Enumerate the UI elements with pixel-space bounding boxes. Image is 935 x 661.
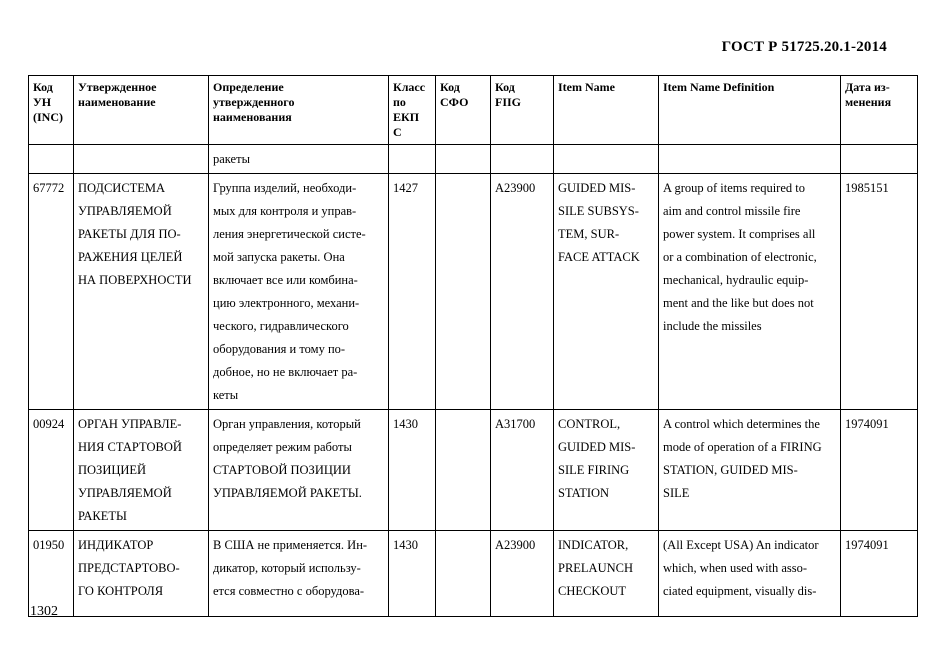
cell-text-line: ОРГАН УПРАВЛЕ- [78, 417, 182, 431]
cell-item-name-definition [659, 531, 841, 617]
cell-text-line: включает все или комбина- [213, 273, 358, 287]
table-row [29, 174, 918, 410]
cell-sfo [436, 531, 491, 617]
cell-approved-name [74, 174, 209, 410]
header-label-line: утвержденного [213, 95, 295, 109]
cell-text-line: В США не применяется. Ин- [213, 538, 368, 552]
col-header-item-name [554, 76, 659, 145]
table-row [29, 410, 918, 531]
table-row [29, 531, 918, 617]
cell-text-line: Орган управления, который [213, 417, 361, 431]
cell-code: 01950 [29, 531, 74, 617]
cell-item-name-definition [659, 174, 841, 410]
cell-text-line: STATION [558, 486, 610, 500]
cell-sfo [436, 410, 491, 531]
header-label-line: Код [495, 80, 515, 94]
col-header-fiig [491, 76, 554, 145]
cell-fiig: A31700 [491, 410, 554, 531]
cell-text-line: РАКЕТЫ [78, 509, 127, 523]
cell-text-line: power system. It comprises all [663, 227, 816, 241]
cell-text-line: мой запуска ракеты. Она [213, 250, 345, 264]
cell-fiig: A23900 [491, 174, 554, 410]
cell-empty [491, 145, 554, 174]
cell-text-line: aim and control missile fire [663, 204, 801, 218]
header-label-line: наименования [213, 110, 292, 124]
cell-text-line: мых для контроля и управ- [213, 204, 357, 218]
cell-text-line: УПРАВЛЯЕМОЙ РАКЕТЫ. [213, 486, 362, 500]
cell-text-line: STATION, GUIDED MIS- [663, 463, 798, 477]
cell-text-line: A control which determines the [663, 417, 820, 431]
cell-text-line: (All Except USA) An indicator [663, 538, 819, 552]
cell-text-line: ческого, гидравлического [213, 319, 349, 333]
header-label-line: Класс [393, 80, 426, 94]
header-label-line: УН [33, 95, 52, 109]
header-label-line: Определение [213, 80, 284, 94]
cell-text-line: РАКЕТЫ ДЛЯ ПО- [78, 227, 181, 241]
cell-text-line: РАЖЕНИЯ ЦЕЛЕЙ [78, 250, 183, 264]
cell-item-name [554, 410, 659, 531]
cell-text-line: GUIDED MIS- [558, 440, 636, 454]
cell-change-date: 1974091 [841, 410, 918, 531]
cell-text-line: Группа изделий, необходи- [213, 181, 357, 195]
cell-text-line: which, when used with asso- [663, 561, 808, 575]
cell-empty [659, 145, 841, 174]
cell-definition [209, 174, 389, 410]
cell-text-line: УПРАВЛЯЕМОЙ [78, 486, 172, 500]
cell-text-line: цию электронного, механи- [213, 296, 360, 310]
header-label-line: Код [33, 80, 53, 94]
cell-text-line: SILE [663, 486, 690, 500]
catalog-table [28, 75, 918, 617]
table-row-continuation [29, 145, 918, 174]
header-label-line: Код [440, 80, 460, 94]
cell-text-line: ПОДСИСТЕМА [78, 181, 166, 195]
cell-text-line: кеты [213, 388, 239, 402]
header-label-line: Item Name Definition [663, 80, 775, 94]
col-header-sfo [436, 76, 491, 145]
cell-item-name-definition [659, 410, 841, 531]
table-header-row [29, 76, 918, 145]
cell-approved-name [74, 410, 209, 531]
cell-text-line: FACE ATTACK [558, 250, 640, 264]
page-number: 1302 [30, 604, 58, 619]
cell-item-name [554, 531, 659, 617]
header-label-line: ЕКП [393, 110, 420, 124]
cell-item-name [554, 174, 659, 410]
cell-text-line: определяет режим работы [213, 440, 352, 454]
cell-text-line: ется совместно с оборудова- [213, 584, 365, 598]
cell-definition [209, 531, 389, 617]
header-label-line: по [393, 95, 406, 109]
document-standard-header: ГОСТ Р 51725.20.1-2014 [721, 39, 887, 55]
cell-text-line: A group of items required to [663, 181, 805, 195]
cell-fiig: A23900 [491, 531, 554, 617]
col-header-change-date [841, 76, 918, 145]
cell-text-line: SILE FIRING [558, 463, 630, 477]
cell-text-line: СТАРТОВОЙ ПОЗИЦИИ [213, 463, 351, 477]
header-label-line: С [393, 125, 402, 139]
header-label-line: Дата из- [845, 80, 890, 94]
cell-text-line: ления энергетической систе- [213, 227, 366, 241]
cell-empty [389, 145, 436, 174]
cell-text-line: дикатор, который использу- [213, 561, 361, 575]
cell-approved-name [74, 531, 209, 617]
cell-class: 1430 [389, 410, 436, 531]
cell-class: 1427 [389, 174, 436, 410]
cell-empty [554, 145, 659, 174]
cell-text-line: include the missiles [663, 319, 762, 333]
cell-text-line: GUIDED MIS- [558, 181, 636, 195]
col-header-approved-name [74, 76, 209, 145]
col-header-code [29, 76, 74, 145]
cell-code: 00924 [29, 410, 74, 531]
cell-text-line: добное, но не включает ра- [213, 365, 358, 379]
col-header-class [389, 76, 436, 145]
cell-text-line: CONTROL, [558, 417, 621, 431]
header-label-line: менения [845, 95, 892, 109]
cell-text-line: ГО КОНТРОЛЯ [78, 584, 164, 598]
cell-text-line: PRELAUNCH [558, 561, 634, 575]
header-label-line: (INC) [33, 110, 63, 124]
cell-text-line: mode of operation of a FIRING [663, 440, 822, 454]
cell-text-line: НИЯ СТАРТОВОЙ [78, 440, 182, 454]
cell-text-line: ПРЕДСТАРТОВО- [78, 561, 180, 575]
cell-sfo [436, 174, 491, 410]
header-label-line: СФО [440, 95, 469, 109]
cell-empty [29, 145, 74, 174]
cell-empty [74, 145, 209, 174]
cell-text-line: TEM, SUR- [558, 227, 620, 241]
cell-class: 1430 [389, 531, 436, 617]
cell-text-line: ment and the like but does not [663, 296, 814, 310]
cell-text-line: оборудования и тому по- [213, 342, 346, 356]
cell-change-date: 1985151 [841, 174, 918, 410]
cell-change-date: 1974091 [841, 531, 918, 617]
cell-text-line: ИНДИКАТОР [78, 538, 154, 552]
cell-definition [209, 410, 389, 531]
cell-text-line: ПОЗИЦИЕЙ [78, 463, 147, 477]
cell-text-line: CHECKOUT [558, 584, 627, 598]
cell-text-line: INDICATOR, [558, 538, 629, 552]
header-label-line: FIIG [495, 95, 522, 109]
cell-text-line: mechanical, hydraulic equip- [663, 273, 809, 287]
cell-text-line: УПРАВЛЯЕМОЙ [78, 204, 172, 218]
cell-text-line: ciated equipment, visually dis- [663, 584, 817, 598]
col-header-item-name-definition [659, 76, 841, 145]
cell-empty [841, 145, 918, 174]
cell-empty [436, 145, 491, 174]
header-label-line: наименование [78, 95, 156, 109]
cell-code: 67772 [29, 174, 74, 410]
cell-continuation-definition: ракеты [209, 145, 389, 174]
cell-text-line: SILE SUBSYS- [558, 204, 639, 218]
cell-text-line: НА ПОВЕРХНОСТИ [78, 273, 192, 287]
cell-text-line: or a combination of electronic, [663, 250, 817, 264]
header-label-line: Утвержденное [78, 80, 157, 94]
col-header-definition [209, 76, 389, 145]
header-label-line: Item Name [558, 80, 615, 94]
